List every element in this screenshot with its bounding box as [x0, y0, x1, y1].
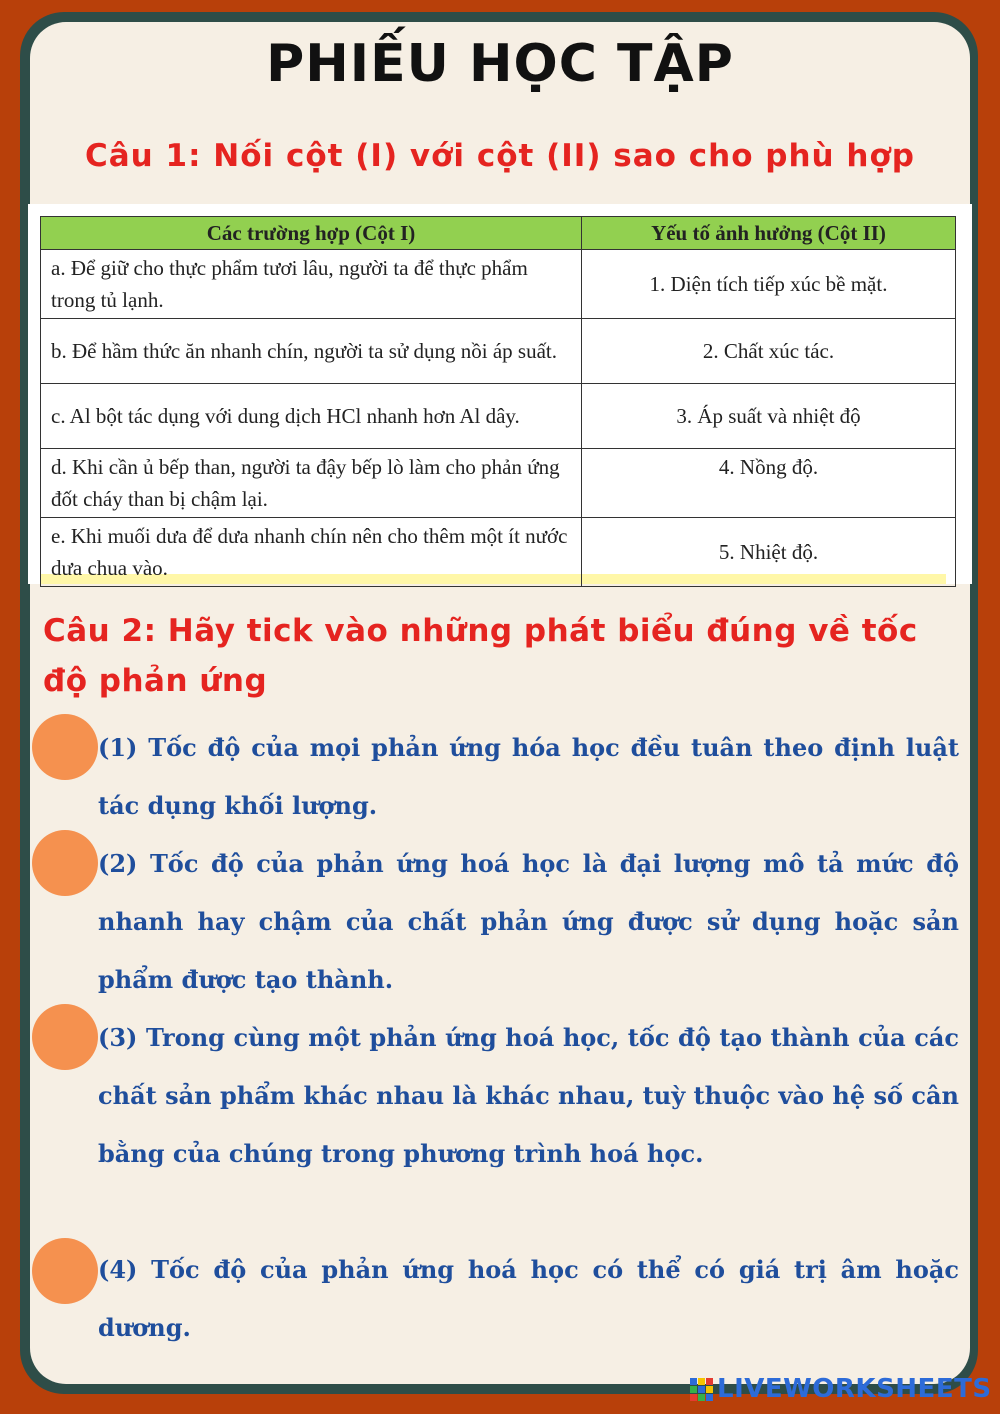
- case-cell[interactable]: c. Al bột tác dụng với dung dịch HCl nhanh hơn Al dây.: [41, 384, 582, 449]
- brand-name: LIVEWORKSHEETS: [717, 1374, 992, 1404]
- question-2-heading: Câu 2: Hãy tick vào những phát biểu đúng về tốc độ phản ứng: [43, 613, 918, 699]
- column-header-factors: Yếu tố ảnh hưởng (Cột II): [582, 217, 956, 250]
- statement-2: (2) Tốc độ của phản ứng hoá học là đại lượng mô tả mức độ nhanh hay chậm của chất phản ứng được sử dụng hoặc sản phẩm được tạo thành.: [98, 849, 959, 994]
- factor-cell[interactable]: 1. Diện tích tiếp xúc bề mặt.: [582, 250, 956, 319]
- matching-table: [40, 216, 956, 587]
- table-row: [41, 384, 956, 449]
- column-header-cases: Các trường hợp (Cột I): [41, 217, 582, 250]
- page-title: PHIẾU HỌC TẬP: [266, 34, 734, 94]
- matching-table-panel: [28, 204, 972, 584]
- liveworksheets-logo: [690, 1374, 992, 1404]
- statement-1: (1) Tốc độ của mọi phản ứng hóa học đều tuân theo định luật tác dụng khối lượng.: [98, 733, 959, 820]
- factor-cell[interactable]: 5. Nhiệt độ.: [582, 518, 956, 587]
- statement-3: (3) Trong cùng một phản ứng hoá học, tốc độ tạo thành của các chất sản phẩm khác nhau là khác nhau, tuỳ thuộc vào hệ số cân bằng của chúng trong phương trình hoá học.: [98, 1023, 959, 1168]
- table-row: [41, 319, 956, 384]
- factor-cell[interactable]: 3. Áp suất và nhiệt độ: [582, 384, 956, 449]
- table-row: [41, 250, 956, 319]
- statement-4: (4) Tốc độ của phản ứng hoá học có thể có giá trị âm hoặc dương.: [98, 1255, 959, 1342]
- case-cell[interactable]: a. Để giữ cho thực phẩm tươi lâu, người ta để thực phẩm trong tủ lạnh.: [41, 250, 582, 319]
- factor-cell[interactable]: 4. Nồng độ.: [582, 449, 956, 518]
- case-cell[interactable]: b. Để hầm thức ăn nhanh chín, người ta sử dụng nồi áp suất.: [41, 319, 582, 384]
- checkbox-statement-1[interactable]: [32, 714, 98, 780]
- table-header-row: [41, 217, 956, 250]
- table-row: [41, 449, 956, 518]
- table-row: [41, 518, 956, 587]
- checkbox-statement-4[interactable]: [32, 1238, 98, 1304]
- liveworksheets-grid-icon: [690, 1378, 713, 1401]
- factor-cell[interactable]: 2. Chất xúc tác.: [582, 319, 956, 384]
- case-cell[interactable]: e. Khi muối dưa để dưa nhanh chín nên cho thêm một ít nước dưa chua vào.: [41, 518, 582, 587]
- checkbox-statement-2[interactable]: [32, 830, 98, 896]
- question-1-heading: Câu 1: Nối cột (I) với cột (II) sao cho phù hợp: [85, 138, 915, 174]
- checkbox-statement-3[interactable]: [32, 1004, 98, 1070]
- case-cell[interactable]: d. Khi cần ủ bếp than, người ta đậy bếp lò làm cho phản ứng đốt cháy than bị chậm lại.: [41, 449, 582, 518]
